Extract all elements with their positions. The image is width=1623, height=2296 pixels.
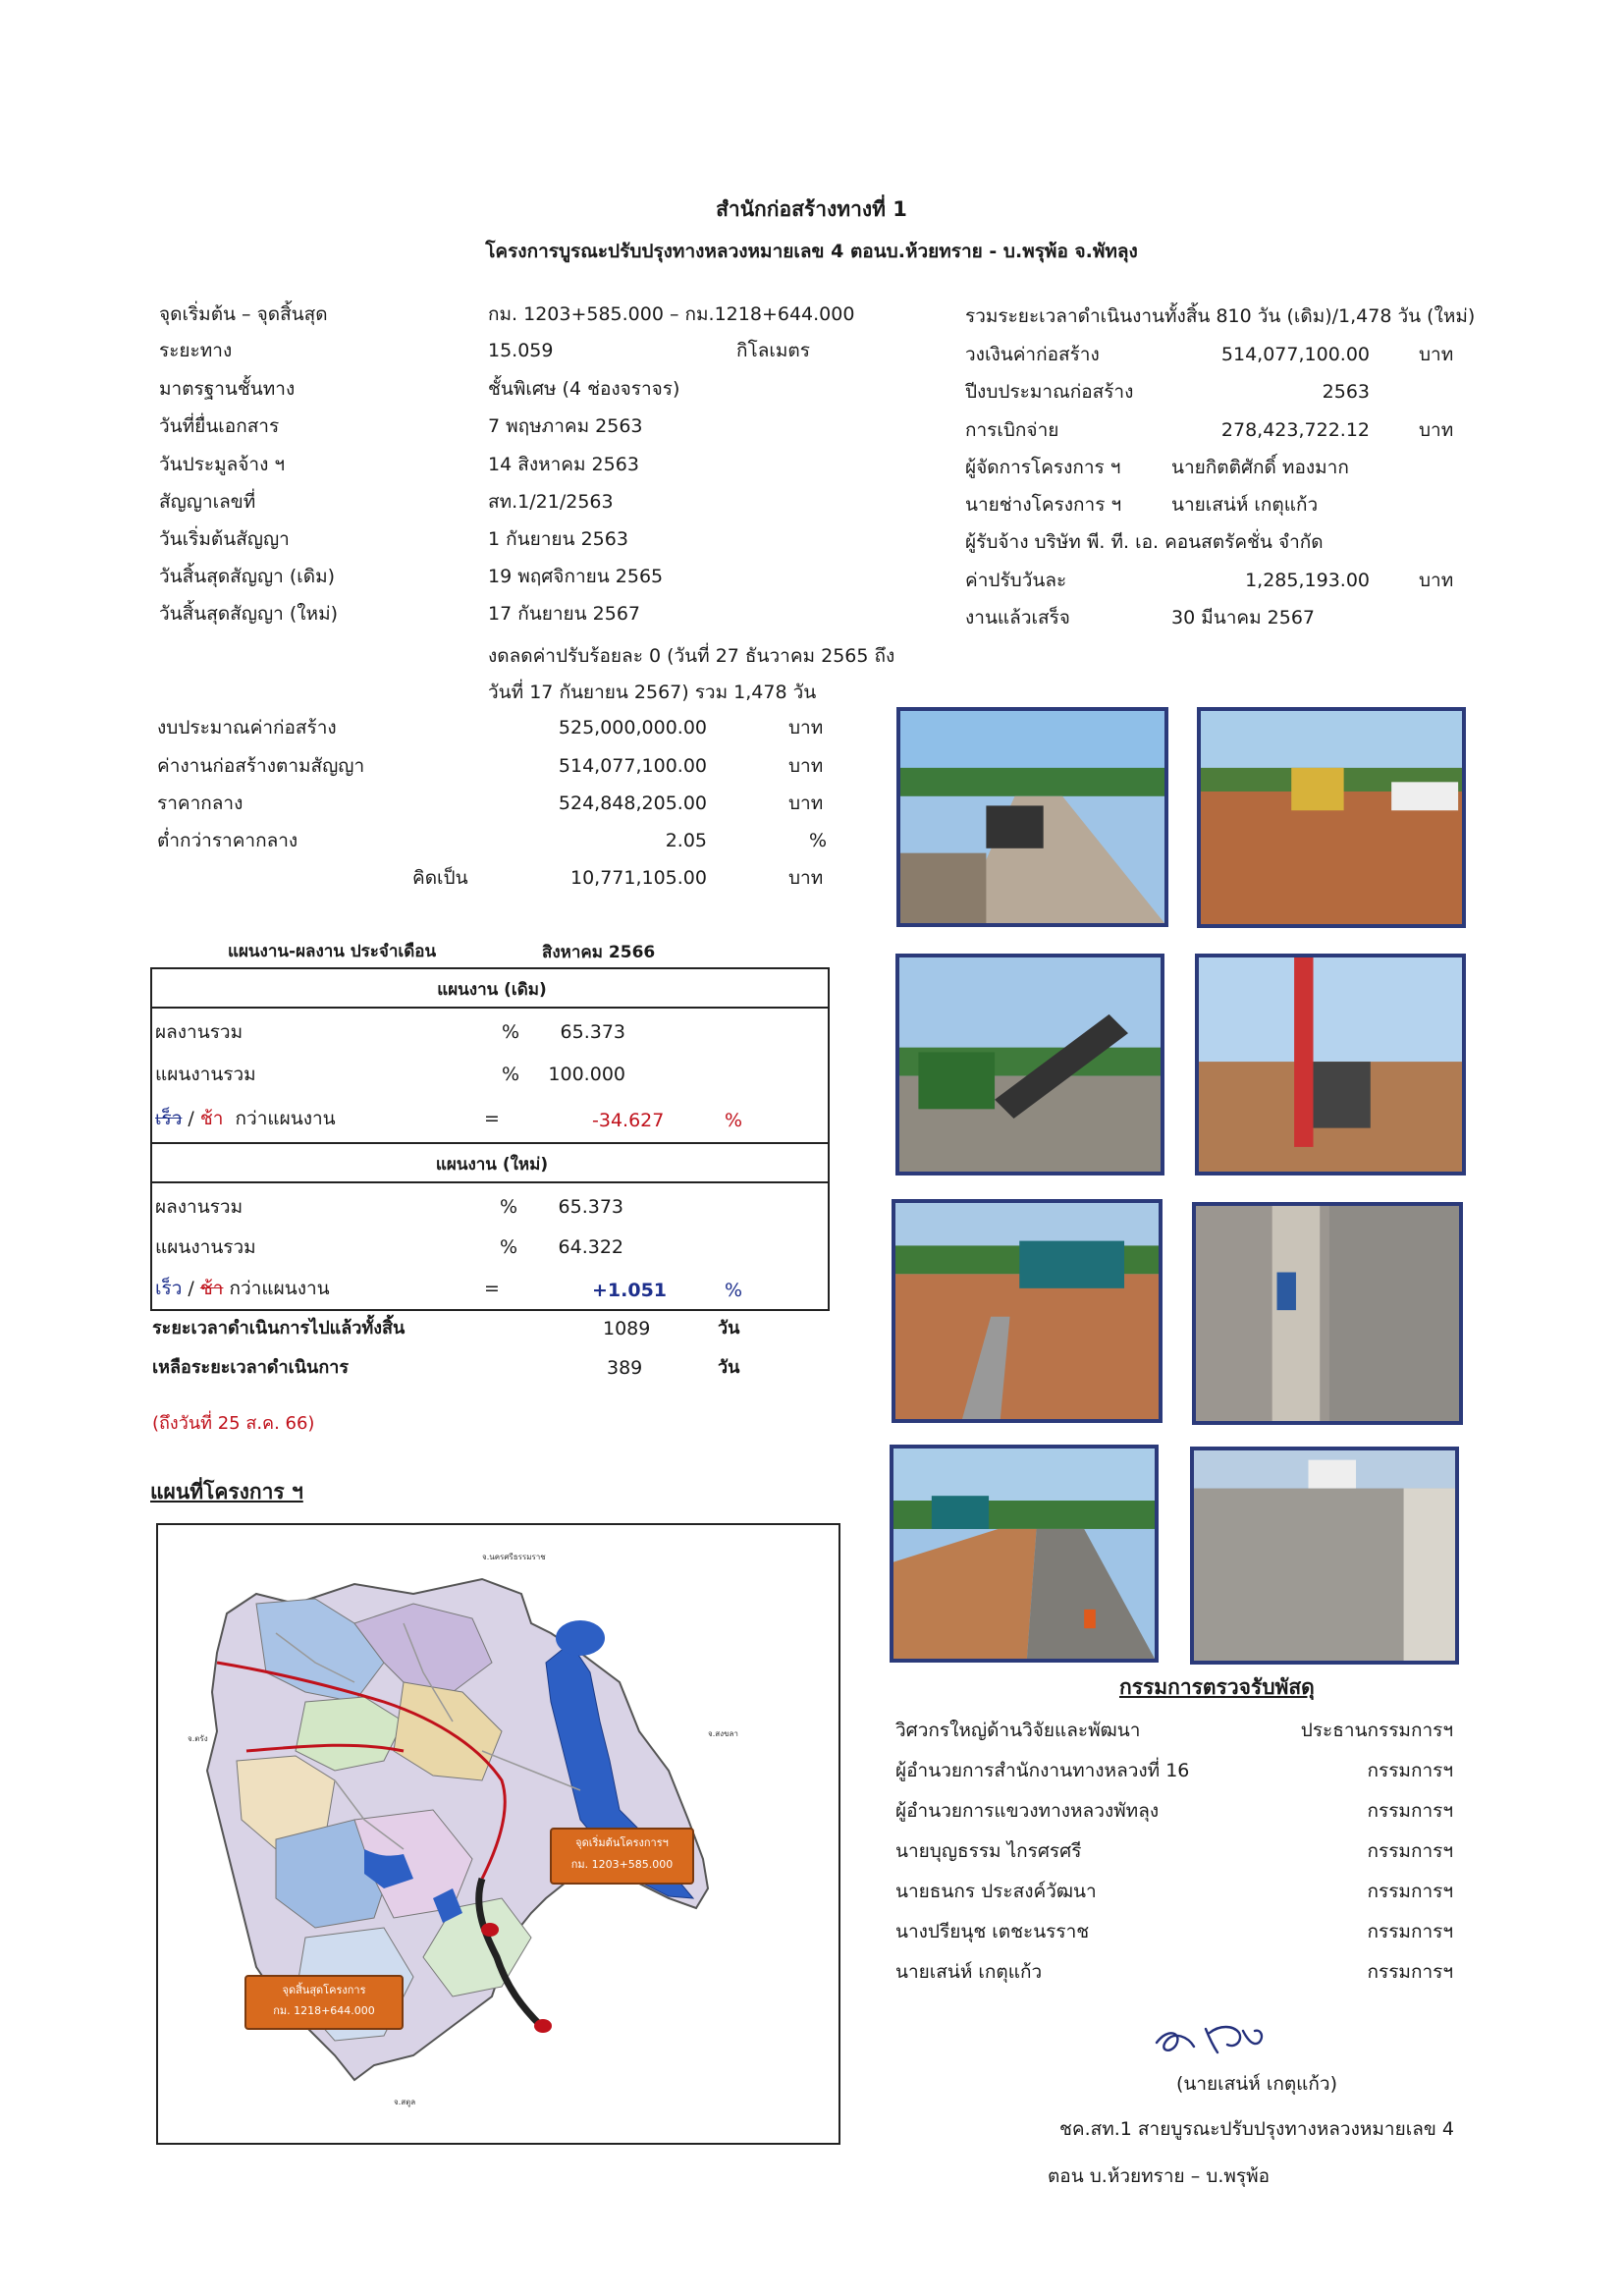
construction-photo [890,1445,1159,1663]
plan-old-divider [152,1007,828,1009]
plan-new-plan-label: แผนงานรวม [155,1236,256,1258]
info-value: 2563 [1322,381,1370,403]
fine-reduction-note-line2: วันที่ 17 กันยายน 2567) รวม 1,478 วัน [488,682,817,703]
plan-new-diff-unit: % [725,1280,743,1301]
remaining-label: เหลือระยะเวลาดำเนินการ [152,1357,350,1378]
budget-unit: บาท [788,793,824,814]
info-label: นายช่างโครงการ ฯ [965,494,1122,516]
info-label: จุดเริ่มต้น – จุดสิ้นสุด [159,303,328,325]
budget-label: ราคากลาง [157,793,243,814]
plan-new-result-unit: % [500,1196,518,1218]
committee-member-role: กรรมการฯ [1367,1800,1453,1822]
plan-old-result-value: 65.373 [560,1021,625,1043]
plan-old-fast-label: เร็ว [155,1108,183,1129]
map-end-km: กม. 1218+644.000 [273,2004,375,2017]
info-value: สท.1/21/2563 [488,491,614,513]
info-label: วันสิ้นสุดสัญญา (ใหม่) [159,603,339,625]
info-label: ปีงบประมาณก่อสร้าง [965,381,1134,403]
info-value: 7 พฤษภาคม 2563 [488,415,643,437]
office-title: สำนักก่อสร้างทางที่ 1 [716,197,907,221]
info-value: 17 กันยายน 2567 [488,603,641,625]
map-start-title: จุดเริ่มต้นโครงการฯ [575,1836,669,1849]
info-label: วันประมูลจ้าง ฯ [159,454,286,475]
plan-old-plan-value: 100.000 [548,1064,625,1085]
remaining-value: 389 [607,1357,643,1379]
budget-label: ค่างานก่อสร้างตามสัญญา [157,755,365,777]
plan-old-box [150,967,830,1144]
plan-new-plan-value: 64.322 [558,1236,623,1258]
info-value: 30 มีนาคม 2567 [1171,607,1316,629]
plan-new-compare-label: กว่าแผนงาน [229,1278,330,1299]
elapsed-label: ระยะเวลาดำเนินการไปแล้วทั้งสิ้น [152,1318,406,1339]
info-value: นายกิตติศักดิ์ ทองมาก [1171,457,1349,478]
budget-unit: บาท [788,755,824,777]
map-start-callout [550,1828,694,1885]
info-value: 19 พฤศจิกายน 2565 [488,566,664,587]
signature-name: (นายเสน่ห์ เกตุแก้ว) [1175,2073,1337,2095]
committee-member-role: กรรมการฯ [1367,1760,1453,1781]
plan-old-plan-label: แผนงานรวม [155,1064,256,1085]
committee-member-role: กรรมการฯ [1367,1881,1453,1902]
info-value: ชั้นพิเศษ (4 ช่องจราจร) [488,378,680,400]
elapsed-unit: วัน [718,1318,740,1339]
plan-old-compare-label: กว่าแผนงาน [235,1108,336,1129]
info-label: ผู้จัดการโครงการ ฯ [965,457,1121,478]
info-label: วันที่ยื่นเอกสาร [159,415,280,437]
svg-text:จ.ตรัง: จ.ตรัง [188,1734,208,1743]
budget-unit: บาท [788,867,824,889]
plan-old-heading: แผนงาน (เดิม) [437,980,547,1000]
plan-new-box [150,1142,830,1311]
construction-photo [892,1199,1163,1423]
progress-month: สิงหาคม 2566 [542,943,656,962]
construction-photo [1192,1202,1463,1425]
map-end-title: จุดสิ้นสุดโครงการ [282,1984,366,1996]
info-label: รวมระยะเวลาดำเนินงานทั้งสิ้น 810 วัน (เดิม)/1,478 วัน (ใหม่) [965,305,1476,327]
plan-old-equals: = [484,1108,500,1129]
info-label: มาตรฐานชั้นทาง [159,378,296,400]
info-label: ค่าปรับวันละ [965,570,1067,591]
map-end-callout [244,1975,404,2030]
svg-text:จ.นครศรีธรรมราช: จ.นครศรีธรรมราช [482,1553,546,1561]
info-label: ผู้รับจ้าง บริษัท พี. ที. เอ. คอนสตรัคชั่น จำกัด [965,531,1324,553]
construction-photo [1190,1447,1459,1665]
info-label: วันเริ่มต้นสัญญา [159,528,290,550]
construction-photo [1197,707,1466,928]
committee-member-role: กรรมการฯ [1367,1921,1453,1942]
fine-reduction-note-line1: งดลดค่าปรับร้อยละ 0 (วันที่ 27 ธันวาคม 2565 ถึง [488,645,895,667]
info-value: นายเสน่ห์ เกตุแก้ว [1171,494,1319,516]
plan-new-fast-label: เร็ว [155,1278,183,1299]
plan-new-divider [152,1181,828,1183]
info-value: 1,285,193.00 [1245,570,1370,591]
plan-new-heading: แผนงาน (ใหม่) [435,1155,549,1175]
budget-label: ต่ำกว่าราคากลาง [157,830,298,851]
svg-text:จ.สงขลา: จ.สงขลา [708,1729,738,1738]
plan-old-result-unit: % [502,1021,520,1043]
signature-mark [1149,2013,1276,2062]
as-of-date: (ถึงวันที่ 25 ส.ค. 66) [152,1413,315,1434]
committee-member-name: นายเสน่ห์ เกตุแก้ว [895,1961,1043,1983]
plan-old-result-label: ผลงานรวม [155,1021,243,1043]
committee-member-name: นายบุญธรรม ไกรศรศรี [895,1840,1082,1862]
map-heading: แผนที่โครงการ ฯ [150,1480,303,1503]
map-start-km: กม. 1203+585.000 [570,1858,674,1871]
construction-photo [896,707,1168,927]
project-title: โครงการบูรณะปรับปรุงทางหลวงหมายเลข 4 ตอนบ.ห้วยทราย - บ.พรุพ้อ จ.พัทลุง [485,241,1138,262]
info-label: วันสิ้นสุดสัญญา (เดิม) [159,566,336,587]
info-unit: บาท [1419,419,1454,441]
budget-value: 2.05 [665,830,707,851]
committee-member-role: กรรมการฯ [1367,1961,1453,1983]
info-value: กม. 1203+585.000 – กม.1218+644.000 [488,303,855,325]
committee-member-name: นายธนกร ประสงค์วัฒนา [895,1881,1097,1902]
plan-old-diff-unit: % [725,1110,743,1131]
budget-value: 514,077,100.00 [558,755,707,777]
signature-line1: ชค.สท.1 สายบูรณะปรับปรุงทางหลวงหมายเลข 4 [1059,2118,1454,2140]
budget-value: 524,848,205.00 [558,793,707,814]
remaining-unit: วัน [718,1357,740,1378]
committee-member-name: นางปรียนุช เตชะนรราช [895,1921,1090,1942]
info-label: ระยะทาง [159,340,233,361]
plan-new-result-label: ผลงานรวม [155,1196,243,1218]
construction-photo [1195,954,1466,1175]
info-unit: บาท [1419,570,1454,591]
elapsed-value: 1089 [603,1318,651,1339]
info-value: 278,423,722.12 [1220,419,1370,441]
plan-old-speed-row: เร็ว / ช้า กว่าแผนงาน [155,1108,336,1129]
construction-photo [895,954,1164,1175]
info-label: งานแล้วเสร็จ [965,607,1070,629]
plan-new-slow-label: ช้า [199,1278,224,1299]
info-unit: บาท [1419,344,1454,365]
budget-unit: บาท [788,717,824,738]
committee-member-name: ผู้อำนวยการสำนักงานทางหลวงที่ 16 [895,1760,1190,1781]
budget-unit: % [809,830,828,851]
info-value: 14 สิงหาคม 2563 [488,454,639,475]
plan-new-result-value: 65.373 [558,1196,623,1218]
plan-new-equals: = [484,1278,500,1299]
plan-old-plan-unit: % [502,1064,520,1085]
committee-member-name: ผู้อำนวยการแขวงทางหลวงพัทลุง [895,1800,1160,1822]
info-unit: กิโลเมตร [736,340,810,361]
budget-value: 10,771,105.00 [569,867,707,889]
progress-title: แผนงาน-ผลงาน ประจำเดือน [228,942,437,961]
svg-text:จ.สตูล: จ.สตูล [394,2098,416,2106]
signature-line2: ตอน บ.ห้วยทราย – บ.พรุพ้อ [1047,2165,1271,2187]
info-label: วงเงินค่าก่อสร้าง [965,344,1100,365]
budget-label: คิดเป็น [412,867,468,889]
map-graphic [158,1525,840,2145]
info-value: 514,077,100.00 [1220,344,1370,365]
project-map [156,1523,840,2145]
info-label: สัญญาเลขที่ [159,491,256,513]
budget-value: 525,000,000.00 [558,717,707,738]
info-value: 15.059 [488,340,554,361]
info-value: 1 กันยายน 2563 [488,528,628,550]
plan-new-plan-unit: % [500,1236,518,1258]
committee-heading: กรรมการตรวจรับพัสดุ [1119,1675,1315,1699]
info-label: การเบิกจ่าย [965,419,1059,441]
committee-member-role: ประธานกรรมการฯ [1300,1720,1453,1741]
plan-new-speed-row: เร็ว / ช้า กว่าแผนงาน [155,1278,330,1299]
committee-member-name: วิศวกรใหญ่ด้านวิจัยและพัฒนา [895,1720,1141,1741]
plan-old-slow-label: ช้า [199,1108,224,1129]
plan-new-diff-value: +1.051 [592,1280,668,1301]
budget-label: งบประมาณค่าก่อสร้าง [157,717,337,738]
committee-member-role: กรรมการฯ [1367,1840,1453,1862]
plan-old-diff-value: -34.627 [592,1110,665,1131]
